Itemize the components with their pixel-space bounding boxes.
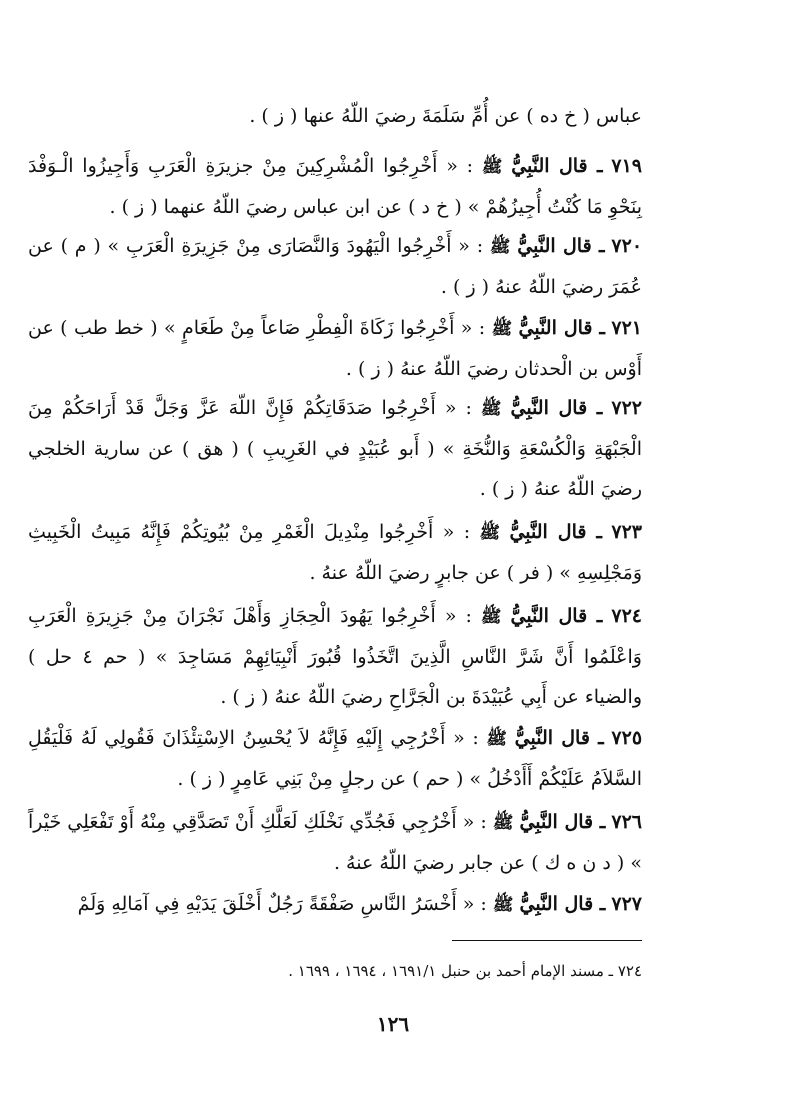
footnote-divider <box>452 940 642 941</box>
hadith-entry-725 <box>28 718 642 799</box>
entry-text: : « أَخْسَرُ النَّاسِ صَفْقَةً رَجُلٌ أَخْلَقَ يَدَيْهِ فِي آمَالِهِ وَلَمْ <box>77 893 487 915</box>
hadith-entry-722 <box>28 388 642 509</box>
salutation-glyph: ﷺ <box>479 523 501 543</box>
entry-number: ٧٢٠ <box>611 235 643 257</box>
hadith-entry-724 <box>28 596 642 717</box>
salutation-glyph: ﷺ <box>492 895 514 915</box>
salutation-glyph: ﷺ <box>491 319 513 339</box>
hadith-entry-723 <box>28 512 642 593</box>
entry-number: ٧٢٦ <box>611 811 642 833</box>
entry-lead: ـ قال النَّبِيُّ <box>509 521 602 543</box>
entry-text: : « أَخْرِجُوا صَدَقَاتِكُمْ فَإِنَّ اللّهَ عَزَّ وَجَلَّ قَدْ أَرَاحَكُمْ مِنَ الْجَبْهَةِ وَالْكُسْعَةِ وَالنُّخَةِ » ( أَبو عُبَيْدٍ في الغَرِيبِ ) ( هق ) عن سارية الخلجي رضيَ اللّهُ عنهُ ( ز ) . <box>28 397 642 500</box>
entry-number: ٧٢٧ <box>611 893 642 915</box>
entry-lead: ـ قال النَّبِيُّ <box>511 155 603 177</box>
entry-number: ٧١٩ <box>611 155 642 177</box>
hadith-entry-721 <box>28 308 642 389</box>
entry-text: : « أَخْرُجِي فَجُدِّي نَخْلَكِ لَعَلَّكِ أَنْ تَصَدَّقِي مِنْهُ أَوْ تَفْعَلِي خَيْراً » ( د ن ه ك ) عن جابر رضيَ اللّهُ عنهُ . <box>28 811 642 874</box>
salutation-glyph: ﷺ <box>492 813 514 833</box>
salutation-glyph: ﷺ <box>486 729 507 749</box>
entry-text: : « أَخْرِجُوا الْمُشْرِكِينَ مِنْ جزيرَةِ الْعَرَبِ وَأَجِيزُوا الْـوَفْدَ بِنَحْوِ مَا كُنْتُ أُجِيزُهُمْ » ( خ د ) عن ابن عباس رضيَ اللّهُ عنهما ( ز ) . <box>28 155 642 218</box>
entry-lead: ـ قال النَّبِيُّ <box>510 397 603 419</box>
salutation-glyph: ﷺ <box>480 607 502 627</box>
entry-lead: ـ قال النَّبِيُّ <box>510 605 603 627</box>
hadith-entry-726 <box>28 802 642 883</box>
footnote-text: ٧٢٤ ـ مسند الإمام أحمد بن حنبل ١٦٩١/١ ، ١٦٩٤ ، ١٦٩٩ . <box>288 962 642 980</box>
intro-line <box>28 96 642 136</box>
entry-lead: ـ قال النَّبِيُّ <box>517 235 605 257</box>
entry-text: : « أَخْرِجُوا يَهُودَ الْحِجَازِ وَأَهْلَ نَجْرَانَ مِنْ جَزِيرَةِ الْعَرَبِ وَاعْلَمُوا أَنَّ شَرَّ النَّاسِ الَّذِينَ اتَّخَذُوا قُبُورَ أَنْبِيَائِهِمْ مَسَاجِدَ » ( حم ٤ حل ) والضياء عن أَبِي عُبَيْدَةَ بن الْجَرَّاحِ رضيَ اللّهُ عنهُ ( ز ) . <box>28 605 642 708</box>
entry-text: : « أَخْرِجُوا زَكَاةَ الْفِطْرِ صَاعاً مِنْ طَعَامٍ » ( خط طب ) عن أَوْس بن الْحدثان رضيَ اللّهُ عنهُ ( ز ) . <box>28 317 642 380</box>
entry-number: ٧٢٤ <box>611 605 643 627</box>
footnote <box>28 958 642 984</box>
entry-number: ٧٢١ <box>611 317 642 339</box>
entry-lead: ـ قال النَّبِيُّ <box>519 893 606 915</box>
intro-text: عباس ( خ ده ) عن أُمِّ سَلَمَةَ رضيَ اللّهُ عنها ( ز ) . <box>249 105 642 127</box>
hadith-entry-719 <box>28 146 642 227</box>
entry-lead: ـ قال النَّبِيُّ <box>518 317 605 339</box>
entry-number: ٧٢٥ <box>611 727 643 749</box>
entry-lead: ـ قال النَّبِيُّ <box>514 727 604 749</box>
salutation-glyph: ﷺ <box>480 399 502 419</box>
salutation-glyph: ﷺ <box>489 237 511 257</box>
entry-text: : « أَخْرِجُوا مِنْدِيلَ الْغَمْرِ مِنْ بُيُوتِكُمْ فَإِنَّهُ مَبِيتُ الْخَبِيثِ وَمَجْلِسِهِ » ( فر ) عن جابرٍ رضيَ اللّهُ عنهُ . <box>28 521 642 584</box>
page-number: ١٢٦ <box>376 1012 410 1036</box>
hadith-entry-727 <box>28 884 642 925</box>
hadith-entry-720 <box>28 226 642 307</box>
entry-number: ٧٢٢ <box>611 397 642 419</box>
entry-text: : « أَخْرِجُوا الْيَهُودَ وَالنَّصَارَى مِنْ جَزِيرَةِ الْعَرَبِ » ( م ) عن عُمَرَ رضيَ اللّهُ عنهُ ( ز ) . <box>28 235 642 298</box>
entry-lead: ـ قال النَّبِيُّ <box>519 811 606 833</box>
entry-text: : « أَخْرُجِي إِلَيْهِ فَإِنَّهُ لاَ يُحْسِنُ الاِسْتِئْذَانَ فَقُولِي لَهُ فَلْيَقُلِ السَّلاَمُ عَلَيْكُمْ أَأَدْخُلُ » ( حم ) عن رجلٍ مِنْ بَنِي عَامِرٍ ( ز ) . <box>28 727 642 790</box>
entry-number: ٧٢٣ <box>611 521 643 543</box>
salutation-glyph: ﷺ <box>481 157 503 177</box>
